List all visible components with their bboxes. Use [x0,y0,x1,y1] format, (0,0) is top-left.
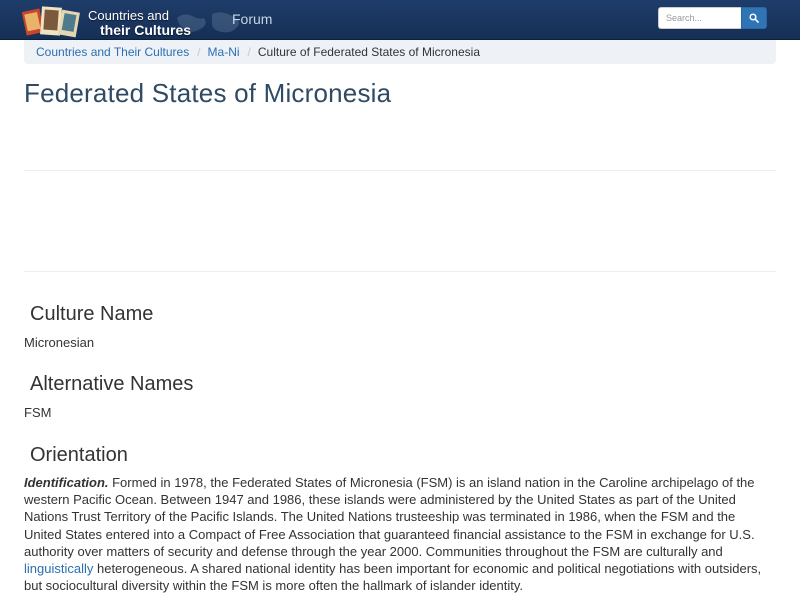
ad-placeholder [24,170,776,272]
orientation-paragraph [24,474,776,594]
breadcrumb-current: Culture of Federated States of Micronesia [257,44,480,59]
breadcrumb-link-countries[interactable]: Countries and Their Cultures [36,44,190,59]
culture-name-value: Micronesian [24,335,95,350]
site-brand-text [88,9,191,37]
search-form [658,7,767,29]
page-title: Federated States of Micronesia [24,78,392,108]
identification-label: Identification. [24,475,109,490]
alternative-names-value: FSM [24,405,52,420]
breadcrumb-separator: / [247,44,251,59]
paragraph-text-end: heterogeneous. A shared national identity has been important for economic and political negotiations with outsiders, but sociocultural diversity within the FSM is more often the hallmark of islander identity. [24,561,762,594]
orientation-heading: Orientation [30,444,128,466]
site-logo [22,4,86,44]
brand-line-2: their Cultures [100,22,192,38]
paragraph-text: Formed in 1978, the Federated States of Micronesia (FSM) is an island nation in the Caroline archipelago of the western Pacific Ocean. Between 1947 and 1986, these islands were administered by the United States as part of the United Nations Trust Territory of the Pacific Islands. The United Nations trusteeship was terminated in 1986, when the FSM and the United States entered into a Compact of Free Association that guaranteed financial assistance to the FSM in exchange for U.S. authority over matters of security and defense through the year 2000. Communities throughout the FSM are culturally and [24,475,755,559]
top-navbar [0,0,800,40]
linguistically-link[interactable]: linguistically [24,561,94,577]
nav-link-forum[interactable]: Forum [232,11,273,27]
brand-line-1: Countries and [88,8,169,23]
breadcrumb [24,40,776,64]
search-button[interactable] [741,7,767,29]
breadcrumb-separator: / [197,44,201,59]
breadcrumb-link-ma-ni[interactable]: Ma-Ni [207,44,240,59]
search-icon [749,13,759,23]
alternative-names-heading: Alternative Names [30,373,194,395]
search-input[interactable] [658,7,741,29]
culture-name-heading: Culture Name [30,303,154,325]
site-brand-link[interactable] [22,4,218,40]
